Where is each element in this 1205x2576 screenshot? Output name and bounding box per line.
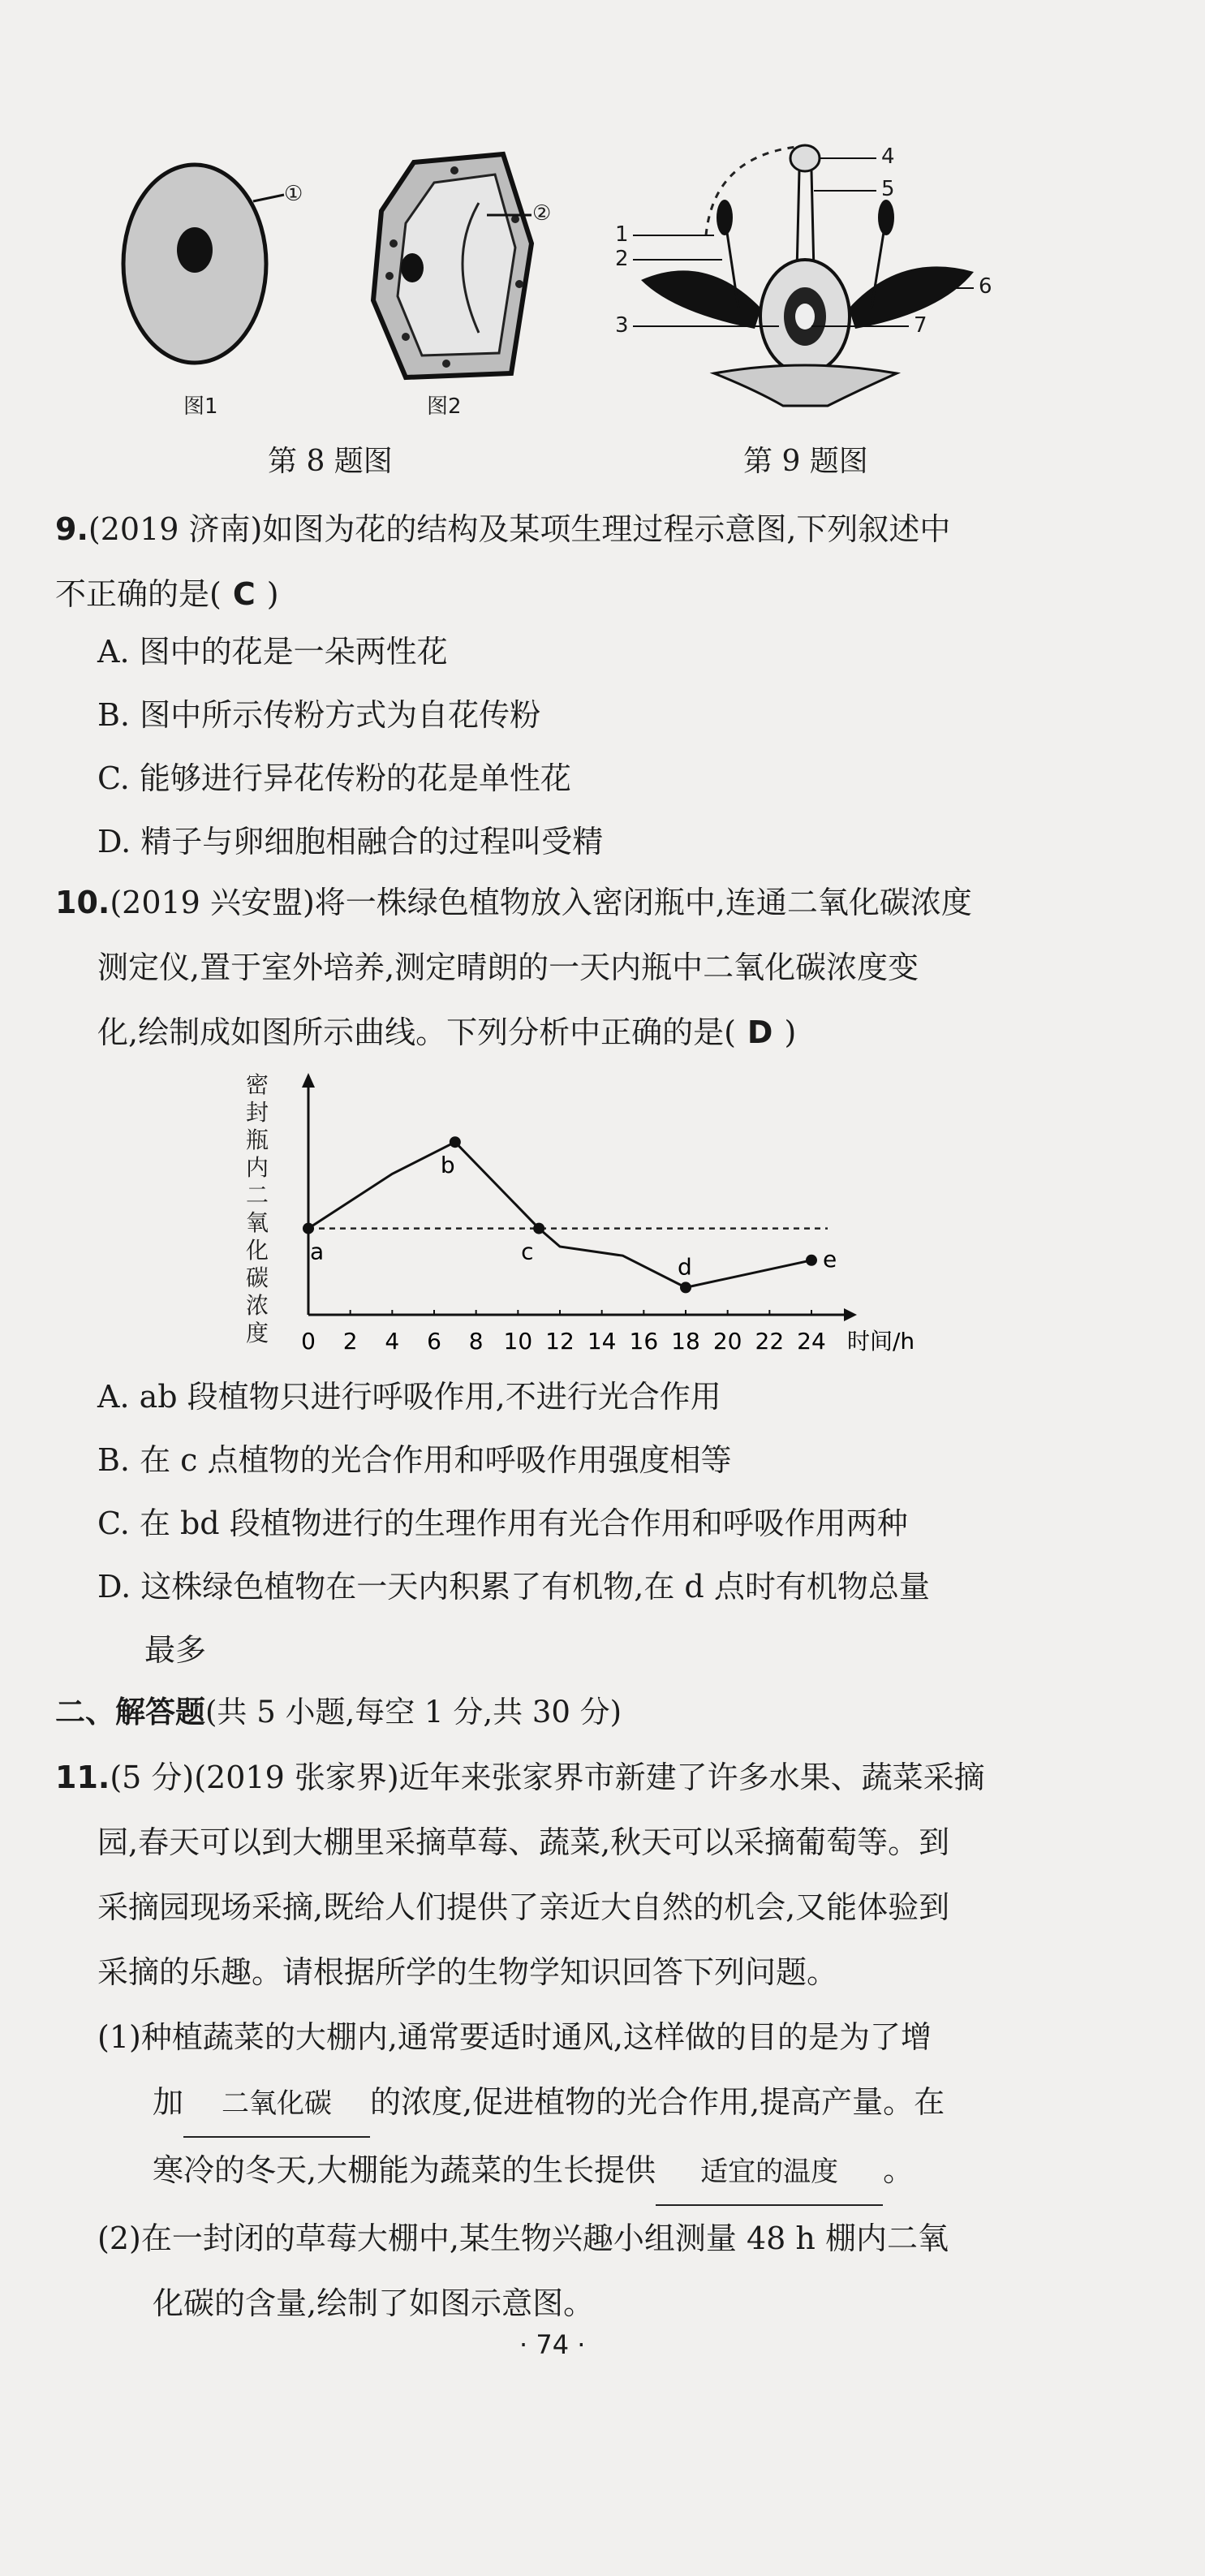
fig8-caption: 第 8 题图 — [268, 445, 393, 478]
chart-x-tick-label: 6 — [427, 1328, 441, 1355]
q11-sub1-line2 — [55, 2070, 1078, 2138]
chart-point-label-e: e — [823, 1245, 837, 1273]
q9-line1 — [55, 497, 1078, 562]
chart-data-point — [533, 1223, 544, 1234]
q9-text-line2-pre: 不正确的是( — [55, 576, 222, 612]
fig9-callout-5: 5 — [881, 177, 895, 201]
q10-text-line3-pre: 化,绘制成如图所示曲线。下列分析中正确的是( — [97, 1014, 736, 1050]
chart-ylabel: 密封瓶内二氧化碳浓度 — [245, 1071, 269, 1346]
q9-option-b: B. 图中所示传粉方式为自花传粉 — [97, 697, 541, 733]
fig2-label: 图2 — [427, 394, 462, 419]
q11-line4: 采摘的乐趣。请根据所学的生物学知识回答下列问题。 — [97, 1954, 838, 1990]
q10-text-line3-post: ) — [784, 1014, 797, 1050]
q9-text-line1: (2019 济南)如图为花的结构及某项生理过程示意图,下列叙述中 — [88, 511, 951, 547]
chart-x-axis-arrow — [844, 1308, 857, 1321]
q9-option-d: D. 精子与卵细胞相融合的过程叫受精 — [97, 824, 604, 859]
q11-line1 — [55, 1745, 1078, 1810]
section-2-note: (共 5 小题,每空 1 分,共 30 分) — [205, 1695, 622, 1730]
fig9-callout-4: 4 — [881, 144, 895, 169]
page-number: · 74 · — [519, 2329, 586, 2360]
q9-option-a: A. 图中的花是一朵两性花 — [97, 634, 448, 670]
q9-answer: C — [232, 576, 256, 612]
q10-answer: D — [747, 1014, 773, 1050]
chart-data-point — [680, 1282, 691, 1293]
fig9-flower-drawing — [617, 130, 1006, 422]
fig9-callout-2: 2 — [615, 247, 629, 271]
q10-line2: 测定仪,置于室外培养,测定晴朗的一天内瓶中二氧化碳浓度变 — [97, 950, 919, 985]
q9-text-line2-post: ) — [266, 576, 279, 612]
fig9-callout-3: 3 — [615, 313, 629, 338]
q11-line2: 园,春天可以到大棚里采摘草莓、蔬菜,秋天可以采摘葡萄等。到 — [97, 1824, 950, 1860]
chart-x-tick-label: 12 — [545, 1328, 575, 1355]
chart-x-tick-label: 24 — [797, 1328, 826, 1355]
q9-options — [97, 620, 1104, 873]
q10-option-d-cont: 最多 — [144, 1632, 207, 1668]
figure-row — [0, 0, 1205, 487]
chart-data-point — [450, 1136, 461, 1148]
chart-plot — [284, 1071, 941, 1380]
q9-option-c: C. 能够进行异花传粉的花是单性花 — [97, 760, 571, 796]
q11-number: 11. — [55, 1760, 110, 1795]
chart-data-point — [303, 1223, 314, 1234]
q10-option-a: A. ab 段植物只进行呼吸作用,不进行光合作用 — [97, 1379, 721, 1415]
fig1-label: 图1 — [183, 394, 218, 419]
q10-option-c: C. 在 bd 段植物进行的生理作用有光合作用和呼吸作用两种 — [97, 1506, 908, 1541]
q11-blank-1: 二氧化碳 — [183, 2071, 370, 2138]
q10-option-d: D. 这株绿色植物在一天内积累了有机物,在 d 点时有机物总量 — [97, 1569, 930, 1605]
q9-line2 — [55, 562, 1078, 627]
q11-line3: 采摘园现场采摘,既给人们提供了亲近大自然的机会,又能体验到 — [97, 1889, 950, 1925]
question-11 — [55, 1745, 1078, 2336]
q11-sub1-line3-post: 。 — [883, 2152, 915, 2188]
chart-x-tick-label: 16 — [629, 1328, 659, 1355]
chart-x-tick-label: 18 — [671, 1328, 700, 1355]
section-2-title: 二、解答题 — [55, 1695, 205, 1730]
q11-blank-2: 适宜的温度 — [656, 2139, 883, 2206]
q11-sub1-line2-pre: 加 — [153, 2084, 184, 2120]
fig1-callout: ① — [284, 182, 303, 206]
chart-x-axis-label: 时间/h — [847, 1328, 915, 1355]
q10-number: 10. — [55, 885, 110, 920]
chart-x-tick-label: 0 — [301, 1328, 316, 1355]
co2-chart — [243, 1071, 941, 1380]
section-2-heading — [55, 1688, 622, 1737]
q11-sub1-line1: (1)种植蔬菜的大棚内,通常要适时通风,这样做的目的是为了增 — [97, 2019, 932, 2055]
question-9 — [55, 497, 1078, 627]
q10-text-line1: (2019 兴安盟)将一株绿色植物放入密闭瓶中,连通二氧化碳浓度 — [110, 885, 972, 920]
fig9-caption: 第 9 题图 — [743, 445, 868, 478]
chart-data-point — [806, 1255, 817, 1266]
q11-sub1-line2-post: 的浓度,促进植物的光合作用,提高产量。在 — [370, 2084, 945, 2120]
chart-x-tick-label: 8 — [468, 1328, 484, 1355]
q10-option-b: B. 在 c 点植物的光合作用和呼吸作用强度相等 — [97, 1442, 732, 1478]
q11-sub1-line3 — [55, 2138, 1078, 2206]
fig9-callout-7: 7 — [914, 313, 927, 338]
fig1-animal-cell-drawing — [114, 154, 300, 373]
fig2-plant-cell-drawing — [357, 146, 544, 390]
chart-x-tick-label: 20 — [712, 1328, 742, 1355]
chart-point-label-d: d — [678, 1253, 692, 1281]
question-10 — [55, 870, 1078, 1065]
q11-sub1-line3-pre: 寒冷的冬天,大棚能为蔬菜的生长提供 — [153, 2152, 656, 2188]
chart-y-axis-arrow — [302, 1073, 315, 1088]
chart-point-label-c: c — [521, 1238, 534, 1265]
fig9-callout-1: 1 — [615, 222, 629, 247]
chart-series-line — [308, 1142, 811, 1287]
chart-point-label-b: b — [440, 1152, 455, 1179]
chart-x-tick-label: 22 — [755, 1328, 785, 1355]
chart-x-tick-label: 4 — [385, 1328, 400, 1355]
chart-point-label-a: a — [310, 1238, 325, 1265]
q10-line1 — [55, 870, 1078, 935]
fig9-callout-6: 6 — [979, 274, 992, 299]
fig2-callout: ② — [532, 201, 552, 226]
q11-sub2-line2: 化碳的含量,绘制了如图示意图。 — [153, 2285, 595, 2321]
q10-options — [97, 1365, 1104, 1682]
chart-x-tick-label: 10 — [503, 1328, 533, 1355]
chart-x-tick-label: 2 — [342, 1328, 358, 1355]
q11-sub2-line1: (2)在一封闭的草莓大棚中,某生物兴趣小组测量 48 h 棚内二氧 — [97, 2221, 949, 2256]
q9-number: 9. — [55, 511, 88, 547]
chart-x-tick-label: 14 — [587, 1328, 617, 1355]
q10-line3 — [55, 1000, 1078, 1065]
q11-text-line1: (5 分)(2019 张家界)近年来张家界市新建了许多水果、蔬菜采摘 — [110, 1760, 985, 1795]
